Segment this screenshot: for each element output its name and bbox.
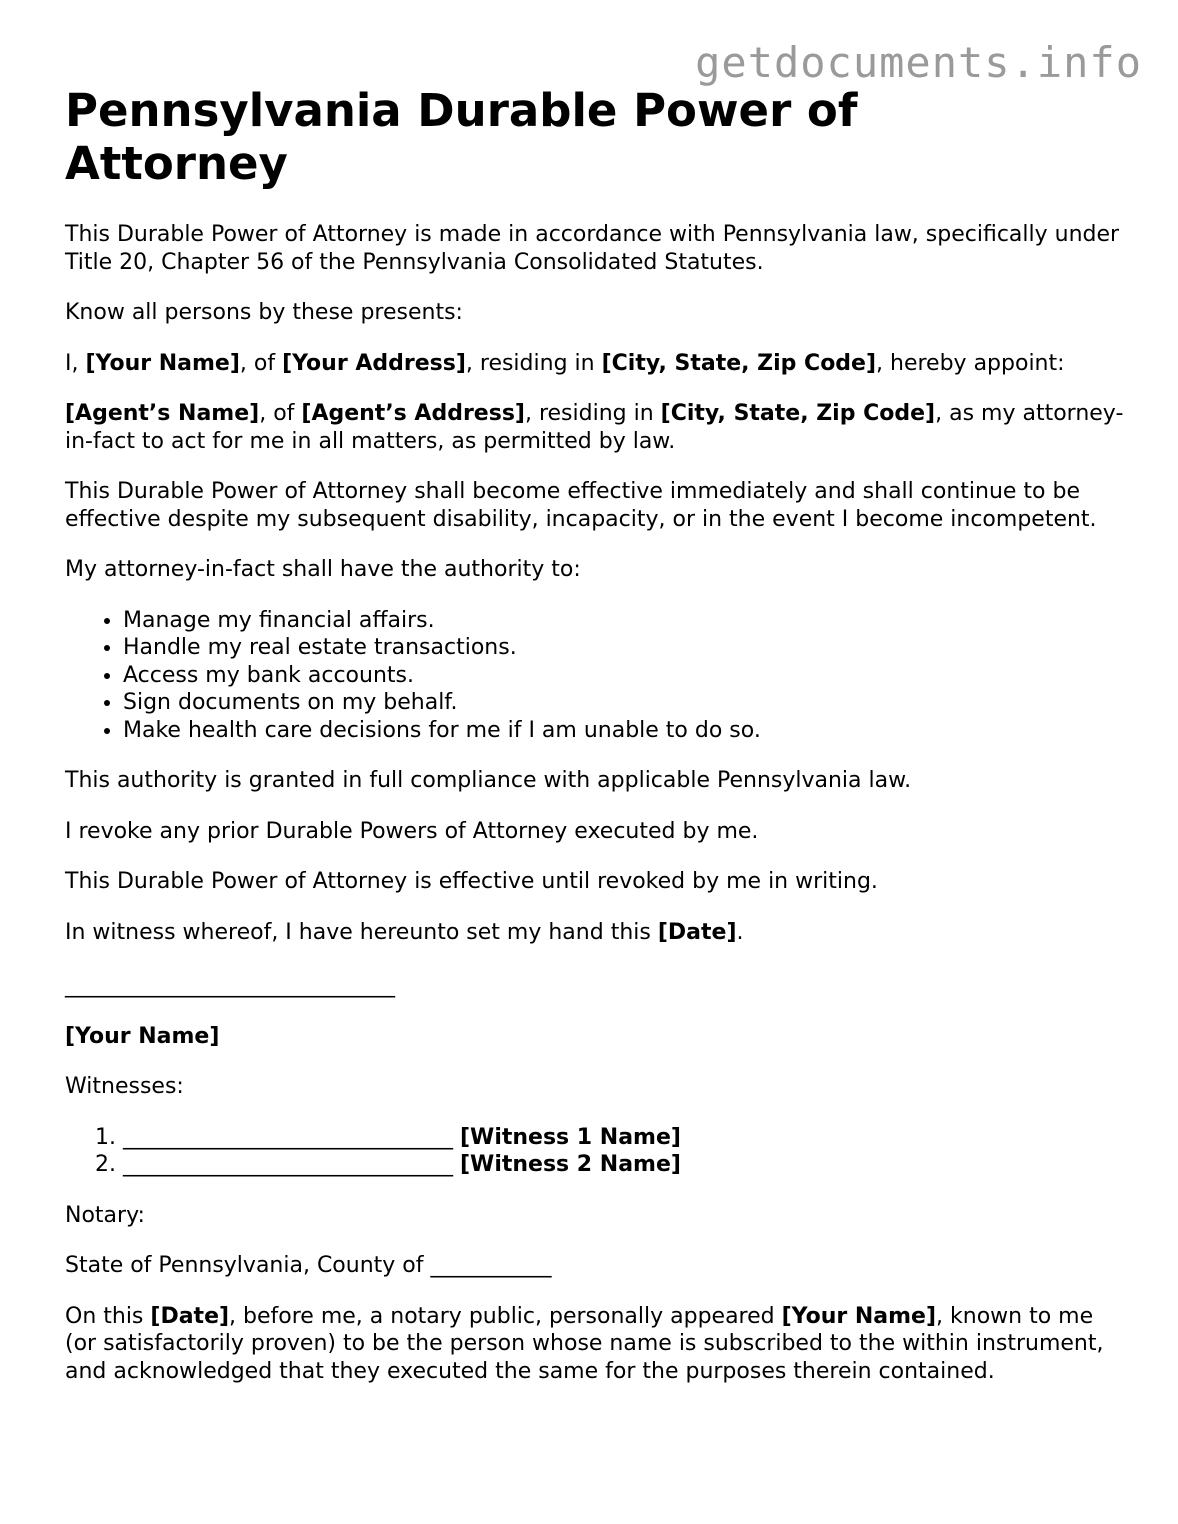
watermark: getdocuments.info — [695, 38, 1142, 87]
signer-name — [65, 1023, 1125, 1051]
list-item: • Handle my real estate transactions. — [123, 634, 1125, 662]
effective-paragraph: This Durable Power of Attorney shall become effective immediately and shall continue to be effective despite my subsequent disability, incapacity, or in the event I become incompetent. — [65, 479, 1097, 532]
witness-whereof-paragraph — [65, 919, 1125, 947]
agent-residing: , residing in — [524, 401, 661, 426]
agent-paragraph — [65, 400, 1125, 455]
witness-whereof-end: . — [736, 919, 744, 945]
notary-text-3: , known to me (or satisfactorily proven) to be the person whose name is subscribed to the within instrument, and acknowledged that they executed the same for the purposes therein contained. — [65, 1303, 1104, 1384]
agent-address-placeholder: [Agent’s Address] — [301, 401, 525, 426]
witness-signature-line: ______________________________ — [123, 1152, 460, 1177]
know-all-paragraph: Know all persons by these presents: — [65, 300, 463, 325]
document-title: Pennsylvania Durable Power of Attorney — [65, 84, 858, 190]
date-placeholder: [Date] — [657, 919, 737, 945]
notary-date-placeholder: [Date] — [150, 1303, 230, 1329]
notary-label: Notary: — [65, 1202, 145, 1228]
until-revoked-paragraph: This Durable Power of Attorney is effective until revoked by me in writing. — [65, 869, 878, 894]
list-item — [123, 1151, 1125, 1179]
compliance-paragraph: This authority is granted in full compliance with applicable Pennsylvania law. — [65, 768, 912, 793]
list-item: • Make health care decisions for me if I am unable to do so. — [123, 717, 1125, 745]
agent-name-placeholder: [Agent’s Name] — [65, 401, 260, 426]
revoke-prior-paragraph: I revoke any prior Durable Powers of Attorney executed by me. — [65, 818, 759, 844]
principal-address-placeholder: [Your Address] — [282, 350, 466, 376]
witness-signature-line: ______________________________ — [123, 1124, 460, 1150]
notary-paragraph — [65, 1303, 1125, 1386]
document-body — [65, 84, 1125, 1408]
powers-list — [65, 607, 1125, 745]
witness-list — [65, 1124, 1125, 1179]
intro-paragraph: This Durable Power of Attorney is made in accordance with Pennsylvania law, specifically under Title 20, Chapter 56 of the Pennsylvania Consolidated Statutes. — [65, 222, 1120, 275]
principal-residing: , residing in — [465, 350, 602, 376]
principal-suffix: , hereby appoint: — [876, 350, 1065, 376]
witness-name-placeholder: [Witness 2 Name] — [460, 1152, 681, 1177]
principal-of: , of — [239, 350, 283, 376]
witness-name-placeholder: [Witness 1 Name] — [460, 1124, 681, 1150]
principal-prefix: I, — [65, 350, 86, 376]
agent-suffix: , as my attorney-in-fact to act for me in all matters, as permitted by law. — [65, 401, 1124, 454]
list-item: • Access my bank accounts. — [123, 662, 1125, 690]
agent-city-placeholder: [City, State, Zip Code] — [660, 401, 936, 426]
list-item: • Sign documents on my behalf. — [123, 689, 1125, 717]
state-county-line: State of Pennsylvania, County of ___________ — [65, 1253, 552, 1278]
agent-of: , of — [259, 401, 302, 426]
witness-whereof-text: In witness whereof, I have hereunto set my hand this — [65, 919, 658, 945]
principal-city-placeholder: [City, State, Zip Code] — [601, 350, 877, 376]
list-item — [123, 1124, 1125, 1152]
signature-line: ______________________________ — [65, 973, 395, 998]
list-item: • Manage my financial affairs. — [123, 607, 1125, 635]
notary-text-2: , before me, a notary public, personally appeared — [229, 1303, 782, 1329]
notary-name-placeholder: [Your Name] — [781, 1303, 937, 1329]
principal-paragraph — [65, 350, 1125, 378]
witnesses-label: Witnesses: — [65, 1074, 184, 1099]
authority-intro: My attorney-in-fact shall have the authority to: — [65, 557, 581, 582]
notary-text-1: On this — [65, 1303, 151, 1329]
signer-name-placeholder: [Your Name] — [65, 1023, 220, 1049]
principal-name-placeholder: [Your Name] — [85, 350, 240, 376]
